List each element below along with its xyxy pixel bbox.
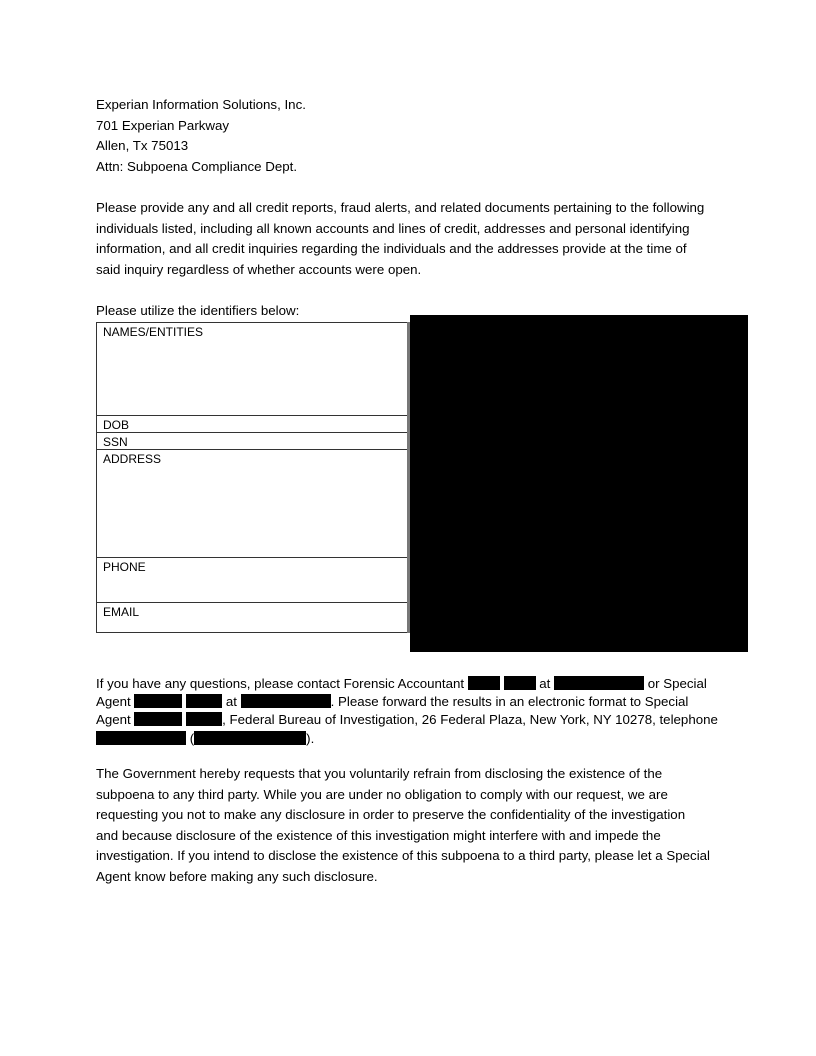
request-line: information, and all credit inquiries regarding the individuals and the addresses provide at the time of bbox=[96, 241, 687, 256]
contact-text: or Special bbox=[647, 676, 707, 691]
addressee-street: 701 Experian Parkway bbox=[96, 118, 230, 133]
address-label: ADDRESS bbox=[103, 452, 162, 466]
request-line: individuals listed, including all known accounts and lines of credit, addresses and personal identifying bbox=[96, 221, 690, 236]
redaction-bar bbox=[96, 731, 186, 745]
redaction-bar bbox=[186, 694, 222, 708]
contact-line bbox=[96, 674, 707, 694]
confidentiality-line: investigation. If you intend to disclose the existence of this subpoena to a third party, please let a Special bbox=[96, 848, 711, 863]
contact-line bbox=[96, 710, 718, 730]
redaction-bar bbox=[504, 676, 536, 690]
confidentiality-line: The Government hereby requests that you voluntarily refrain from disclosing the existence of the bbox=[96, 766, 663, 781]
contact-text: ( bbox=[189, 731, 195, 746]
redaction-bar bbox=[554, 676, 644, 690]
contact-text: at bbox=[225, 694, 237, 709]
request-line: Please provide any and all credit reports, fraud alerts, and related documents pertaining to the following bbox=[96, 200, 705, 215]
dob-label: DOB bbox=[103, 418, 130, 432]
ssn-row bbox=[97, 433, 408, 450]
redaction-bar bbox=[194, 731, 306, 745]
redaction-bar bbox=[134, 694, 182, 708]
identifiers-table bbox=[96, 322, 409, 633]
addressee-attention: Attn: Subpoena Compliance Dept. bbox=[96, 159, 298, 174]
contact-line bbox=[96, 692, 688, 712]
confidentiality-line: and because disclosure of the existence of this investigation might interfere with and impede the bbox=[96, 828, 661, 843]
contact-line bbox=[96, 729, 314, 749]
names-row bbox=[97, 323, 408, 416]
addressee-city: Allen, Tx 75013 bbox=[96, 138, 189, 153]
address-row bbox=[97, 450, 408, 558]
contact-text: If you have any questions, please contact Forensic Accountant bbox=[96, 676, 465, 691]
redaction-bar bbox=[468, 676, 500, 690]
email-row bbox=[97, 603, 408, 634]
confidentiality-line: Agent know before making any such disclosure. bbox=[96, 869, 378, 884]
confidentiality-line: requesting you not to make any disclosure in order to preserve the confidentiality of the investigation bbox=[96, 807, 686, 822]
phone-label: PHONE bbox=[103, 560, 146, 574]
contact-text: ). bbox=[306, 731, 315, 746]
phone-row bbox=[97, 558, 408, 603]
contact-text: . Please forward the results in an electronic format to Special bbox=[330, 694, 689, 709]
contact-text: at bbox=[539, 676, 551, 691]
redaction-bar bbox=[134, 712, 182, 726]
confidentiality-line: subpoena to any third party. While you are under no obligation to comply with our request, we are bbox=[96, 787, 668, 802]
identifiers-intro: Please utilize the identifiers below: bbox=[96, 303, 300, 318]
request-line: said inquiry regardless of whether accounts were open. bbox=[96, 262, 422, 277]
ssn-label: SSN bbox=[103, 435, 128, 449]
contact-text: , Federal Bureau of Investigation, 26 Federal Plaza, New York, NY 10278, telephone bbox=[222, 712, 718, 727]
redaction-bar bbox=[241, 694, 331, 708]
dob-row bbox=[97, 416, 408, 433]
redaction-block bbox=[410, 315, 748, 652]
contact-text: Agent bbox=[96, 712, 131, 727]
contact-text: Agent bbox=[96, 694, 131, 709]
addressee-name: Experian Information Solutions, Inc. bbox=[96, 97, 306, 112]
redaction-bar bbox=[186, 712, 222, 726]
email-label: EMAIL bbox=[103, 605, 140, 619]
names-label: NAMES/ENTITIES bbox=[103, 325, 204, 339]
